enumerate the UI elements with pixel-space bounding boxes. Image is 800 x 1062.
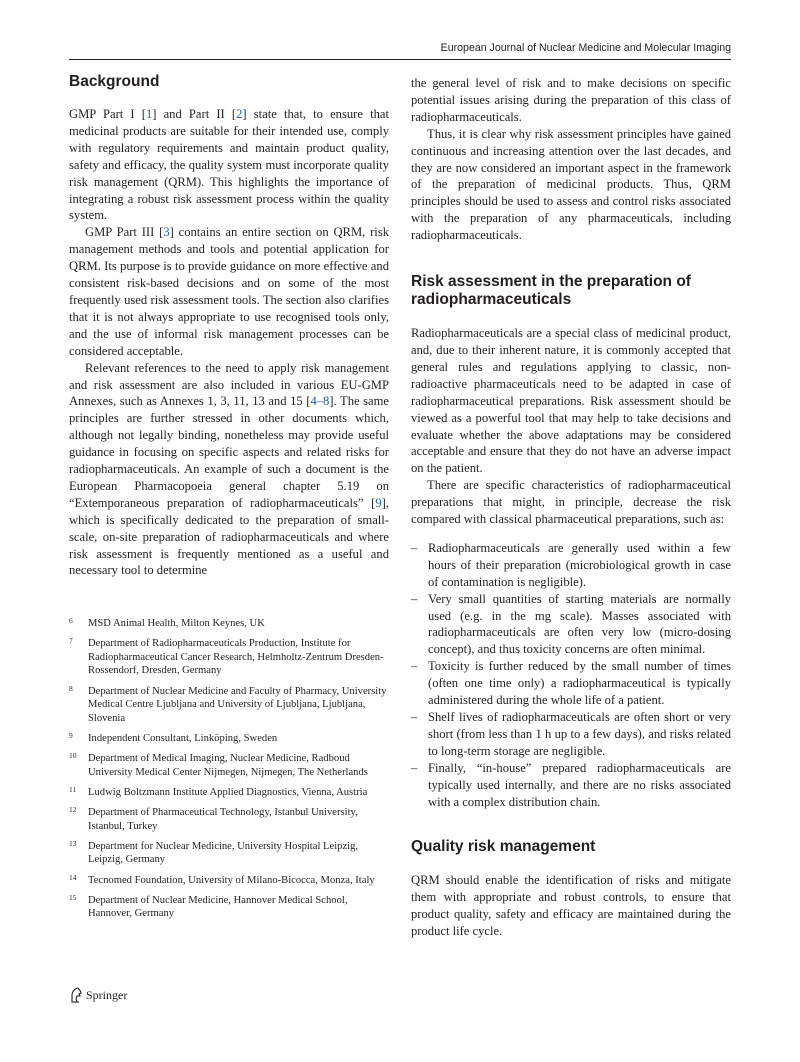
background-paragraph-3: Relevant references to the need to apply risk management and risk assessment are also included in various EU-GMP Annexes, such as Annexes 1, 3, 11, 13 and 15 [4–8]. The same principles are further stressed in other documents which, although not legally binding, nonetheless may provide useful guidance in focusing on specific aspects and related risks for radiopharmaceuticals. An example of such a document is the European Pharmacopoeia general chapter 5.19 on “Extemporaneous preparation of radiopharmaceuticals” [9], which is specifically dedicated to the preparation of small-scale, on-site preparation of radiopharmaceuticals and where risk assessment is frequently mentioned as a useful and necessary tool to determine bbox=[69, 360, 390, 578]
affiliation-item: 11 Ludwig Boltzmann Institute Applied Diagnostics, Vienna, Austria bbox=[69, 784, 368, 798]
citation-link[interactable]: 2 bbox=[236, 107, 243, 121]
background-heading: Background bbox=[69, 73, 160, 90]
list-item: – Radiopharmaceuticals are generally used within a few hours of their preparation (microbiological growth in case of contamination is negligible). bbox=[411, 540, 731, 589]
qrm-paragraph: QRM should enable the identification of risks and mitigate them with appropriate and robust controls, to ensure that product quality, safety and efficacy are maintained during the product life cycle. bbox=[411, 873, 731, 939]
publisher-footer bbox=[69, 987, 127, 1003]
background-paragraph-2: GMP Part III [3] contains an entire section on QRM, risk management methods and tools and potential application for QRM. Its purpose is to provide guidance on more effective and consistent risk-based decisions and on some of the most frequently used risk assessment tools. The section also clarifies that it is not always appropriate to use recognised tools only, and the use of informal risk management processes can be considered acceptable. bbox=[69, 225, 389, 358]
journal-name: European Journal of Nuclear Medicine and Molecular Imaging bbox=[440, 42, 731, 54]
left-column bbox=[69, 73, 389, 579]
springer-horse-icon bbox=[69, 987, 83, 1003]
affiliation-item: 6 MSD Animal Health, Milton Keynes, UK bbox=[69, 616, 265, 629]
affiliation-item: 9 Independent Consultant, Linköping, Sweden bbox=[69, 730, 278, 744]
affiliation-item: 13 Department for Nuclear Medicine, University Hospital Leipzig, Leipzig, Germany bbox=[69, 838, 359, 866]
list-item: – Shelf lives of radiopharmaceuticals are often short or very short (from less than 1 h up to a few days), and risks related to long-term storage are negligible. bbox=[411, 710, 731, 758]
citation-link[interactable]: 9 bbox=[375, 495, 382, 510]
affiliation-item: 8 Department of Nuclear Medicine and Faculty of Pharmacy, University Medical Centre Ljubljana and University of Ljubljana, Ljubljana, Slovenia bbox=[69, 683, 387, 724]
citation-link[interactable]: 4–8 bbox=[310, 394, 330, 409]
publisher-name: Springer bbox=[86, 987, 128, 1002]
background-paragraph-5: Thus, it is clear why risk assessment principles have gained continuous and increasing attention over the last decades, and they are now considered an important aspect in the framework of the preparation of medicinal products. Thus, QRM principles should be used to assess and control risks associated with the preparation of any pharmaceuticals, including radiopharmaceuticals. bbox=[411, 126, 731, 243]
list-item: – Finally, “in-house” prepared radiopharmaceuticals are typically used internally, and there are no risks associated with a complex distribution chain. bbox=[411, 760, 731, 809]
citation-link[interactable]: 1 bbox=[145, 107, 153, 121]
list-item: – Very small quantities of starting materials are normally used (e.g. in the mg scale). Masses associated with radiopharmaceuticals are often very low (micro-dosing concept), and thus toxicity concerns are often minimal. bbox=[411, 591, 731, 657]
header-rule bbox=[69, 59, 731, 60]
affiliation-item: 15 Department of Nuclear Medicine, Hannover Medical School, Hannover, Germany bbox=[69, 892, 348, 920]
affiliation-item: 14 Tecnomed Foundation, University of Milano-Bicocca, Monza, Italy bbox=[69, 872, 375, 886]
risk-paragraph-2: There are specific characteristics of radiopharmaceutical preparations that might, in principle, decrease the risk compared with classical pharmaceutical preparations, such as: bbox=[411, 478, 731, 527]
background-paragraph-4: the general level of risk and to make decisions on specific potential issues arising during the preparation of this class of radiopharmaceuticals. bbox=[411, 76, 731, 124]
right-column bbox=[411, 75, 731, 940]
citation-link[interactable]: 3 bbox=[163, 225, 170, 240]
background-paragraph-1: GMP Part I [1] and Part II [2] state that, to ensure that medicinal products are suitable for their intended use, comply with regulatory requirements and maintain product quality, safety and efficacy, the quality system must incorporate quality risk management (QRM). This highlights the importance of integrating a robust risk assessment process within the quality system. bbox=[69, 107, 389, 223]
list-item: – Toxicity is further reduced by the small number of times (often one time only) a radiopharmaceutical is typically administered during the whole life of a patient. bbox=[411, 659, 731, 708]
qrm-heading: Quality risk management bbox=[411, 838, 596, 856]
characteristics-list bbox=[411, 540, 731, 811]
affiliations-list bbox=[69, 617, 389, 928]
risk-assessment-heading: Risk assessment in the preparation of radiopharmaceuticals bbox=[411, 273, 691, 309]
affiliation-item: 7 Department of Radiopharmaceuticals Production, Institute for Radiopharmaceutical Cancer Research, Helmholtz-Zentrum Dresden-Rossendorf, Dresden, Germany bbox=[69, 636, 384, 677]
risk-paragraph-1: Radiopharmaceuticals are a special class of medicinal product, and, due to their inherent nature, it is commonly accepted that general rules and regulations applying to classic, non-radioactive pharmaceuticals need to be adapted in case of radiopharmaceutical preparations. Risk assessment should be viewed as a powerful tool that may help to take decisions and evaluate whether the above adaptations may be considered acceptable and ensure that they do not have an adverse impact on the patient. bbox=[411, 326, 731, 476]
affiliation-item: 12 Department of Pharmaceutical Technology, Istanbul University, Istanbul, Turkey bbox=[69, 805, 358, 832]
affiliation-item: 10 Department of Medical Imaging, Nuclear Medicine, Radboud University Medical Center Nijmegen, Nijmegen, The Netherlands bbox=[69, 751, 368, 778]
